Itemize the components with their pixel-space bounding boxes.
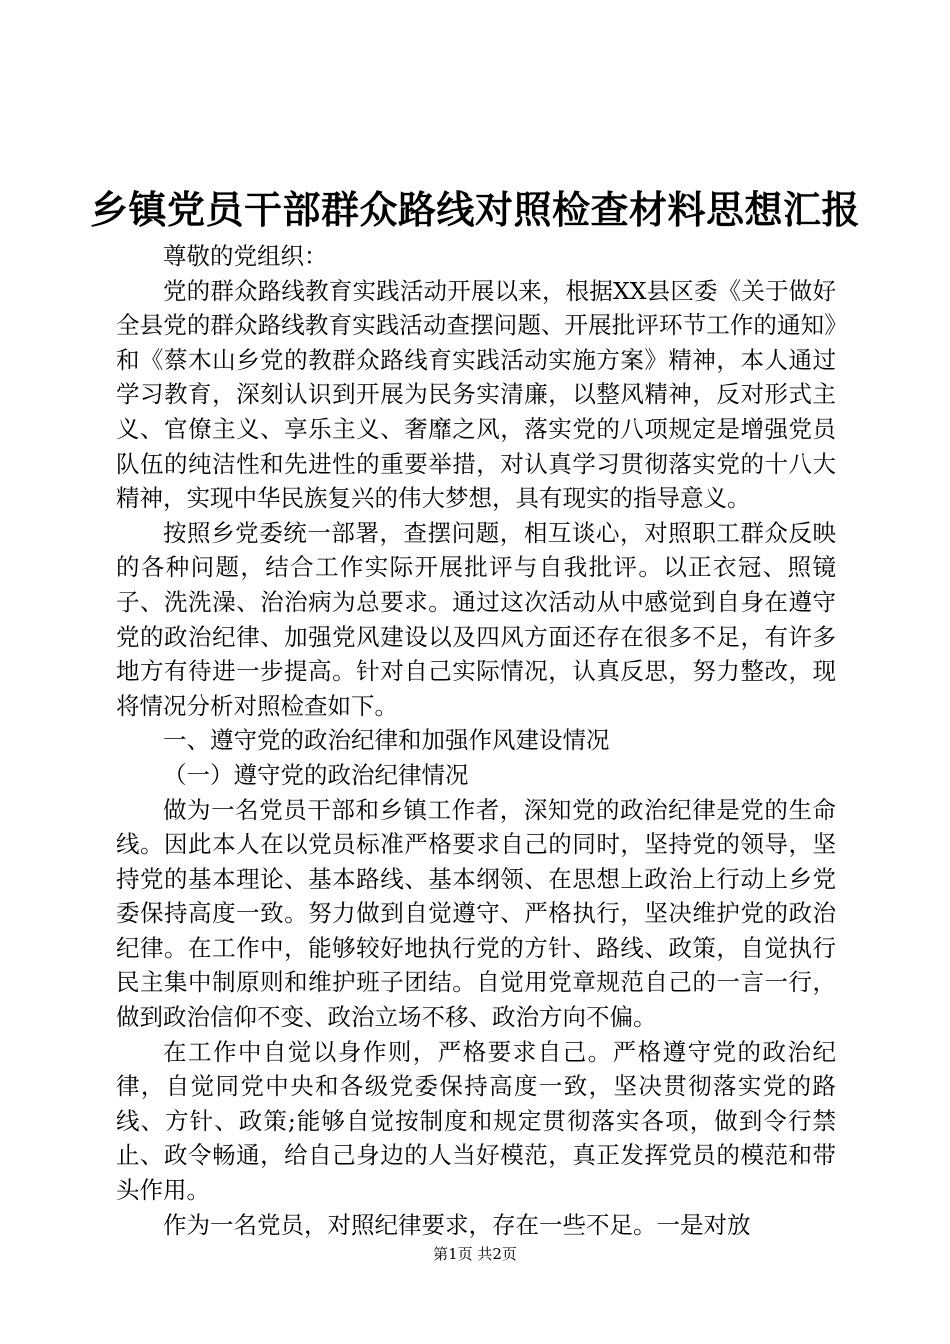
paragraph-self-discipline: 在工作中自觉以身作则，严格要求自己。严格遵守党的政治纪律，自觉同党中央和各级党委保持高度一致，坚决贯彻落实党的路线、方针、政策;能够自觉按制度和规定贯彻落实各项，做到令行禁止、政令畅通，给自己身边的人当好模范，真正发挥党员的模范和带头作用。: [116, 1037, 836, 1205]
salutation: 尊敬的党组织：: [163, 242, 328, 270]
paragraph-deployment: 按照乡党委统一部署，查摆问题，相互谈心，对照职工群众反映的各种问题，结合工作实际开展批评与自我批评。以正衣冠、照镜子、洗洗澡、治治病为总要求。通过这次活动从中感觉到自身在遵守党的政治纪律、加强党风建设以及四风方面还存在很多不足，有许多地方有待进一步提高。针对自己实际情况，认真反思，努力整改，现将情况分析对照检查如下。: [116, 518, 836, 720]
subsection-heading-1: （一）遵守党的政治纪律情况: [163, 760, 469, 789]
document-body: [116, 239, 836, 1242]
section-heading-1: 一、遵守党的政治纪律和加强作风建设情况: [163, 726, 610, 755]
document-title: 乡镇党员干部群众路线对照检查材料思想汇报: [89, 188, 860, 232]
paragraph-intro: 党的群众路线教育实践活动开展以来，根据XX县区委《关于做好全县党的群众路线教育实践活动查摆问题、开展批评环节工作的通知》和《蔡木山乡党的教群众路线育实践活动实施方案》精神，本人通过学习教育，深刻认识到开展为民务实清廉，以整风精神，反对形式主义、官僚主义、享乐主义、奢靡之风，落实党的八项规定是增强党员队伍的纯洁性和先进性的重要举措，对认真学习贯彻落实党的十八大精神，实现中华民族复兴的伟大梦想，具有现实的指导意义。: [116, 276, 836, 513]
paragraph-shortcomings: 作为一名党员，对照纪律要求，存在一些不足。一是对放: [163, 1210, 751, 1239]
paragraph-discipline: 做为一名党员干部和乡镇工作者，深知党的政治纪律是党的生命线。因此本人在以党员标准严格要求自己的同时，坚持党的领导，坚持党的基本理论、基本路线、基本纲领、在思想上政治上行动上乡党委保持高度一致。努力做到自觉遵守、严格执行，坚决维护党的政治纪律。在工作中，能够较好地执行党的方针、路线、政策，自觉执行民主集中制原则和维护班子团结。自觉用党章规范自己的一言一行，做到政治信仰不变、政治立场不移、政治方向不偏。: [116, 795, 836, 1032]
page-footer: 第1页 共2页: [433, 1245, 517, 1263]
